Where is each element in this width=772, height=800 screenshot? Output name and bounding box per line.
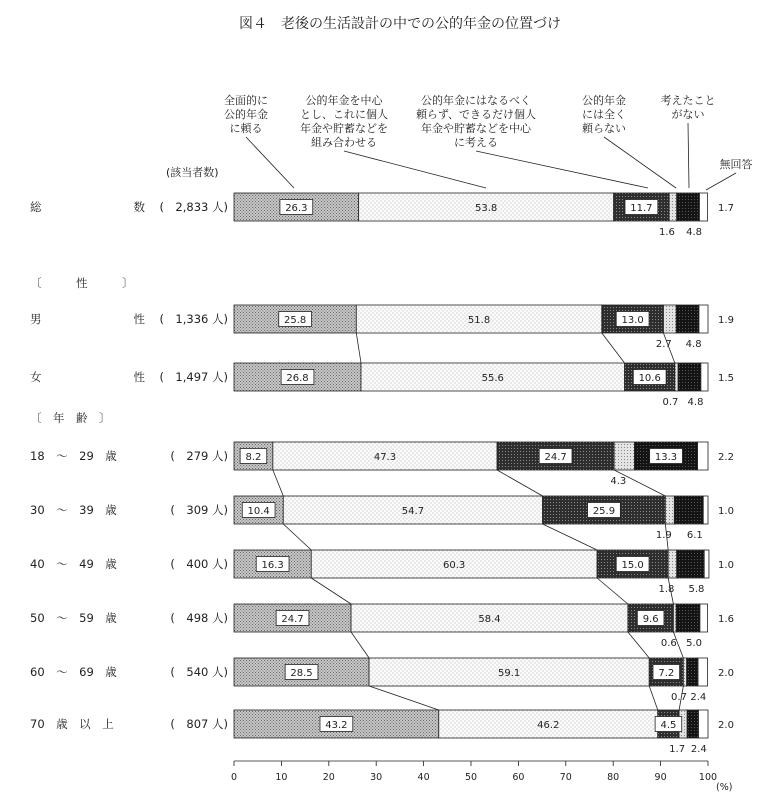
value-label-s2: 59.1	[498, 668, 521, 679]
value-label-s4: 4.3	[610, 476, 627, 487]
connector-line	[356, 333, 361, 363]
legend-label-1-line: に頼る	[229, 122, 263, 135]
value-label-s2: 55.6	[481, 373, 504, 384]
value-label-s3: 24.7	[544, 452, 567, 463]
bar-segment-s5	[687, 658, 698, 686]
group-header: 〔 性 〕	[30, 276, 134, 290]
bar-row	[30, 550, 734, 595]
value-label-s6: 1.0	[718, 560, 734, 571]
value-label-s1: 10.4	[247, 506, 270, 517]
bar-row	[30, 305, 734, 350]
row-count: ( 807 人)	[170, 717, 228, 731]
bar-segment-s4	[663, 305, 676, 333]
value-label-s2: 53.8	[475, 203, 498, 214]
legend-label-2	[300, 93, 388, 149]
connector-line	[597, 578, 628, 604]
row-label: 女 性	[30, 370, 145, 384]
bar-segment-s5	[674, 496, 703, 524]
value-label-s5: 6.1	[686, 530, 703, 541]
bar-segment-s6	[699, 305, 708, 333]
legend-label-3-line: 頼らず、できるだけ個人	[415, 108, 537, 121]
bar-segment-s5	[677, 193, 700, 221]
value-label-s5: 2.4	[690, 744, 707, 755]
bar-segment-s6	[701, 363, 708, 391]
value-label-s5: 4.8	[687, 397, 704, 408]
connector-line	[628, 632, 649, 658]
legend-label-4-line: 頼らない	[582, 122, 626, 135]
bar-segment-s4	[683, 658, 686, 686]
row-count: ( 309 人)	[170, 503, 228, 517]
row-label: 40 〜 49 歳	[30, 557, 117, 571]
legend-label-2-line: とし、これに個人	[300, 108, 388, 121]
legend-label-5	[661, 93, 716, 121]
bar-segment-s6	[699, 193, 707, 221]
value-label-s5: 13.3	[654, 452, 678, 463]
legend-label-4-line: 公的年金	[582, 94, 626, 107]
connector-line	[311, 578, 351, 604]
x-tick-label: 30	[370, 772, 383, 783]
respondents-header: (該当者数)	[166, 166, 219, 179]
legend-label-3-line: 年金や貯蓄などを中心	[421, 122, 531, 135]
bar-segment-s5	[676, 305, 699, 333]
bar-rows	[30, 193, 734, 755]
bar-segment-s6	[699, 710, 708, 738]
bar-row	[30, 496, 734, 541]
value-label-s3: 15.0	[621, 560, 644, 571]
x-tick-label: 10	[275, 772, 288, 783]
value-label-s3: 4.5	[660, 720, 677, 731]
bar-segment-s5	[687, 710, 698, 738]
value-label-s4: 1.6	[658, 227, 675, 238]
bar-segment-s4	[614, 442, 634, 470]
bar-row	[30, 710, 734, 755]
value-label-s5: 2.4	[690, 692, 707, 703]
connector-line	[369, 686, 439, 710]
value-label-s5: 5.0	[686, 638, 703, 649]
value-label-s6: 1.7	[718, 203, 734, 214]
bar-segment-s5	[677, 550, 704, 578]
x-tick-label: 50	[464, 772, 478, 783]
value-label-s3: 10.6	[638, 373, 661, 384]
value-label-s3: 11.7	[630, 203, 653, 214]
bar-segment-s4	[668, 550, 677, 578]
value-label-s1: 8.2	[245, 452, 262, 463]
row-label: 男 性	[30, 312, 145, 326]
value-label-s6: 2.0	[718, 668, 734, 679]
bar-segment-s4	[665, 496, 674, 524]
bar-segment-s6	[703, 496, 708, 524]
legend-label-2-line: 組み合わせる	[311, 136, 377, 149]
value-label-s2: 46.2	[537, 720, 560, 731]
value-label-s3: 25.9	[592, 506, 616, 517]
bar-row	[30, 604, 734, 649]
connector-line	[273, 470, 283, 496]
x-tick-label: 70	[559, 772, 572, 783]
legend-label-5-line: がない	[671, 108, 705, 121]
value-label-s4: 0.7	[671, 692, 687, 703]
legend-label-1	[224, 93, 268, 135]
connector-line	[543, 524, 598, 550]
connector-line	[649, 686, 658, 710]
value-label-s1: 43.2	[325, 720, 348, 731]
connector-line	[497, 470, 543, 496]
value-label-s3: 9.6	[642, 614, 659, 625]
legend-label-1-line: 全面的に	[224, 94, 268, 107]
row-label: 30 〜 39 歳	[30, 503, 117, 517]
bar-segment-s6	[704, 550, 709, 578]
value-label-s6: 2.0	[718, 720, 734, 731]
x-tick-label: 0	[230, 772, 238, 783]
value-label-s6: 1.6	[718, 614, 734, 625]
value-label-s2: 54.7	[401, 506, 425, 517]
row-label: 50 〜 59 歳	[30, 611, 117, 625]
connector-line	[283, 524, 311, 550]
value-label-s1: 16.3	[261, 560, 284, 571]
value-label-s6: 1.5	[718, 373, 734, 384]
row-count: ( 1,497 人)	[159, 370, 228, 384]
value-label-s2: 58.4	[478, 614, 501, 625]
legend-leader-5	[688, 123, 689, 188]
x-tick-label: 40	[417, 772, 430, 783]
connector-line	[602, 333, 625, 363]
bar-segment-s4	[669, 193, 677, 221]
bar-row	[30, 193, 734, 238]
x-axis	[231, 761, 717, 783]
legend-label-6	[720, 157, 753, 171]
value-label-s1: 24.7	[281, 614, 304, 625]
value-label-s1: 26.8	[286, 373, 309, 384]
group-headers	[30, 276, 134, 425]
legend	[224, 93, 753, 190]
row-count: ( 498 人)	[170, 611, 228, 625]
value-label-s6: 2.2	[718, 452, 734, 463]
legend-label-5-line: 考えたこと	[660, 94, 716, 107]
bar-segment-s6	[698, 442, 708, 470]
value-label-s1: 28.5	[290, 668, 313, 679]
bar-segment-s4	[673, 604, 676, 632]
value-label-s4: 1.8	[658, 584, 675, 595]
x-axis-unit: (%)	[716, 782, 733, 793]
value-label-s2: 60.3	[443, 560, 466, 571]
value-label-s3: 7.2	[658, 668, 675, 679]
legend-leader-4	[604, 137, 676, 188]
legend-leader-2	[344, 151, 486, 188]
value-label-s2: 51.8	[467, 315, 491, 326]
bar-row	[30, 363, 734, 408]
legend-label-1-line: 公的年金	[224, 108, 268, 121]
bar-row	[30, 442, 734, 487]
legend-label-3	[416, 93, 536, 149]
legend-label-2-line: 年金や貯蓄などを	[300, 122, 388, 135]
row-count: ( 279 人)	[170, 449, 228, 463]
legend-label-3-line: 公的年金にはなるべく	[421, 94, 531, 107]
value-label-s1: 26.3	[285, 203, 308, 214]
row-label: 18 〜 29 歳	[30, 449, 117, 463]
value-label-s6: 1.0	[718, 506, 734, 517]
x-tick-label: 60	[512, 772, 525, 783]
legend-leader-1	[246, 137, 294, 188]
value-label-s6: 1.9	[718, 315, 734, 326]
row-count: ( 540 人)	[170, 665, 228, 679]
x-tick-label: 90	[654, 772, 667, 783]
row-label: 70 歳 以 上	[30, 717, 114, 731]
bar-row	[30, 658, 734, 703]
legend-label-6-line: 無回答	[719, 158, 753, 171]
x-tick-label: 20	[322, 772, 335, 783]
value-label-s4: 0.7	[662, 397, 679, 408]
row-label: 総 数	[30, 200, 145, 214]
x-tick-label: 100	[698, 772, 718, 783]
connector-line	[351, 632, 369, 658]
value-label-s3: 13.0	[621, 315, 644, 326]
row-count: ( 2,833 人)	[159, 200, 228, 214]
bar-segment-s6	[698, 658, 707, 686]
legend-leader-3	[476, 151, 648, 188]
legend-label-3-line: に考える	[454, 136, 498, 149]
bar-segment-s5	[678, 363, 701, 391]
row-count: ( 400 人)	[170, 557, 228, 571]
value-label-s5: 4.8	[685, 339, 702, 350]
legend-label-2-line: 公的年金を中心	[305, 94, 383, 107]
value-label-s4: 1.9	[655, 530, 672, 541]
bar-segment-s5	[676, 604, 700, 632]
legend-leader-6	[706, 173, 736, 190]
row-count: ( 1,336 人)	[159, 312, 228, 326]
value-label-s1: 25.8	[284, 315, 307, 326]
bar-segment-s4	[675, 363, 678, 391]
x-tick-label: 80	[607, 772, 620, 783]
value-label-s4: 0.6	[660, 638, 677, 649]
value-label-s5: 4.8	[686, 227, 703, 238]
group-header: 〔 年 齢 〕	[30, 411, 111, 425]
chart-title: 図４ 老後の生活設計の中での公的年金の位置づけ	[239, 16, 561, 32]
bar-segment-s6	[700, 604, 708, 632]
value-label-s5: 5.8	[688, 584, 705, 595]
legend-label-4-line: には全く	[582, 108, 626, 121]
value-label-s4: 1.7	[669, 744, 686, 755]
row-label: 60 〜 69 歳	[30, 665, 117, 679]
legend-label-4	[582, 93, 626, 135]
value-label-s4: 2.7	[655, 339, 672, 350]
value-label-s2: 47.3	[373, 452, 397, 463]
